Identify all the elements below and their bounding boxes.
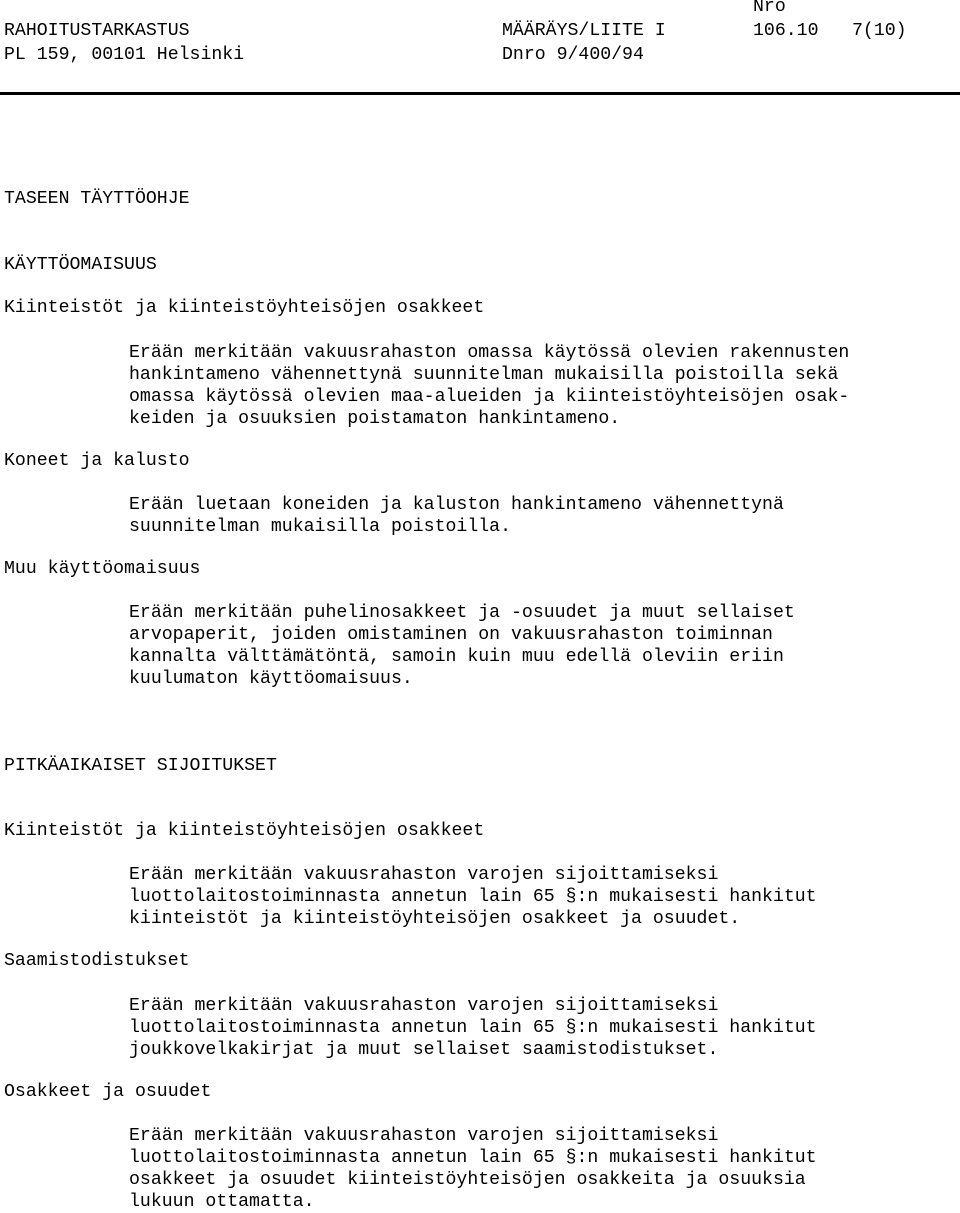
section-heading-kayttoomaisuus: KÄYTTÖOMAISUUS <box>4 255 157 275</box>
header-divider <box>0 92 960 95</box>
dnro: Dnro 9/400/94 <box>502 45 644 65</box>
paragraph-pitkaaikaiset-kiinteistot: Erään merkitään vakuusrahaston varojen sijoittamiseksi luottolaitostoiminnasta annetun lain 65 §:n mukaisesti hankitut kiinteistöt ja kiinteistöyhteisöjen osakkeet ja osuudet. <box>129 865 817 929</box>
nro-value: 106.10 <box>753 21 819 41</box>
paragraph-muu: Erään merkitään puhelinosakkeet ja -osuudet ja muut sellaiset arvopaperit, joiden omistaminen on vakuusrahaston toiminnan kannalta välttämätöntä, samoin kuin muu edellä oleviin eriin kuulumaton käyttöomaisuus. <box>129 603 795 689</box>
subheading-pitkaaikaiset-kiinteistot: Kiinteistöt ja kiinteistöyhteisöjen osakkeet <box>4 821 485 841</box>
page-number: 7(10) <box>852 21 907 41</box>
subheading-koneet: Koneet ja kalusto <box>4 451 190 471</box>
subheading-saamistodistukset: Saamistodistukset <box>4 951 190 971</box>
org-name: RAHOITUSTARKASTUS <box>4 21 190 41</box>
paragraph-koneet: Erään luetaan koneiden ja kaluston hankintameno vähennettynä suunnitelman mukaisilla poistoilla. <box>129 495 784 537</box>
document-title: TASEEN TÄYTTÖOHJE <box>4 189 190 209</box>
paragraph-saamistodistukset: Erään merkitään vakuusrahaston varojen sijoittamiseksi luottolaitostoiminnasta annetun lain 65 §:n mukaisesti hankitut joukkovelkakirjat ja muut sellaiset saamistodistukset. <box>129 996 817 1060</box>
section-heading-pitkaaikaiset: PITKÄAIKAISET SIJOITUKSET <box>4 756 277 776</box>
subheading-kiinteistot: Kiinteistöt ja kiinteistöyhteisöjen osakkeet <box>4 298 485 318</box>
paragraph-osakkeet: Erään merkitään vakuusrahaston varojen sijoittamiseksi luottolaitostoiminnasta annetun lain 65 §:n mukaisesti hankitut osakkeet ja osuudet kiinteistöyhteisöjen osakkeita ja osuuksia lukuun ottamatta. <box>129 1126 817 1212</box>
subheading-osakkeet: Osakkeet ja osuudet <box>4 1082 212 1102</box>
regulation-label: MÄÄRÄYS/LIITE I <box>502 21 666 41</box>
paragraph-kiinteistot: Erään merkitään vakuusrahaston omassa käytössä olevien rakennusten hankintameno vähennettynä suunnitelman mukaisilla poistoilla sekä omassa käytössä olevien maa-alueiden ja kiinteistöyhteisöjen osak- keiden ja osuuksien poistamaton hankintameno. <box>129 343 850 429</box>
subheading-muu: Muu käyttöomaisuus <box>4 559 201 579</box>
org-address: PL 159, 00101 Helsinki <box>4 45 245 65</box>
nro-label: Nro <box>753 0 786 17</box>
